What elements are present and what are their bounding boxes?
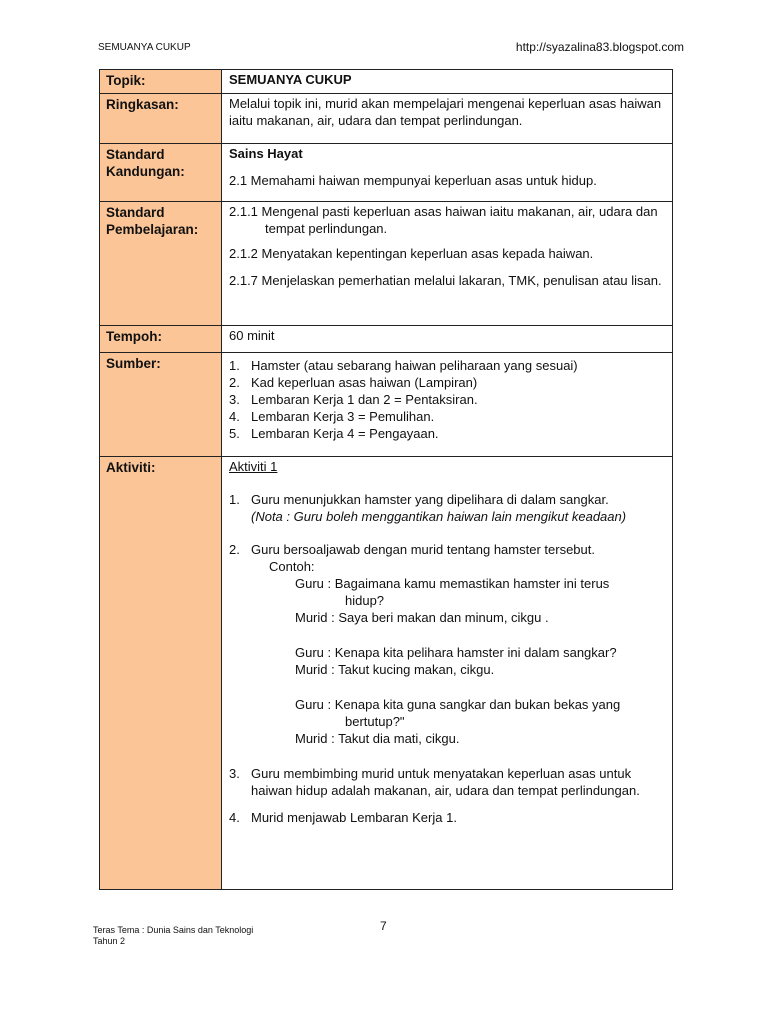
footer-line-1: Teras Tema : Dunia Sains dan Teknologi bbox=[93, 925, 254, 935]
row-standard-pembelajaran bbox=[100, 202, 673, 326]
row-topik bbox=[100, 70, 673, 94]
step-number: 3. bbox=[229, 766, 240, 781]
label-sp-line2: Pembelajaran: bbox=[106, 222, 199, 237]
dialog-block-1 bbox=[229, 575, 665, 626]
step-number: 1. bbox=[229, 492, 240, 507]
list-text: Lembaran Kerja 3 = Pemulihan. bbox=[251, 409, 435, 424]
aktiviti-step-4 bbox=[229, 809, 665, 826]
header-left-title: SEMUANYA CUKUP bbox=[98, 42, 191, 53]
label-ringkasan: Ringkasan: bbox=[100, 94, 222, 144]
step-text: Guru menunjukkan hamster yang dipelihara di dalam sangkar. bbox=[251, 492, 609, 507]
list-text: Lembaran Kerja 1 dan 2 = Pentaksiran. bbox=[251, 392, 478, 407]
label-sumber: Sumber: bbox=[100, 353, 222, 457]
lesson-plan-table bbox=[99, 69, 673, 890]
list-item bbox=[229, 408, 665, 425]
aktiviti-step-2 bbox=[229, 541, 665, 558]
list-item bbox=[229, 374, 665, 391]
step-text: Guru membimbing murid untuk menyatakan keperluan asas untuk haiwan hidup adalah makanan, air, udara dan tempat perlindungan. bbox=[251, 766, 640, 798]
aktiviti-step-3 bbox=[229, 765, 665, 799]
dialog-guru-cont: bertutup?" bbox=[345, 714, 405, 729]
dialog-block-3 bbox=[229, 696, 665, 747]
label-standard-pembelajaran bbox=[100, 202, 222, 326]
sp-item-2: 2.1.2 Menyatakan kepentingan keperluan asas kepada haiwan. bbox=[229, 246, 594, 261]
row-ringkasan bbox=[100, 94, 673, 144]
sumber-list bbox=[229, 357, 665, 442]
label-standard-kandungan bbox=[100, 144, 222, 202]
dialog-murid: Murid : Takut kucing makan, cikgu. bbox=[295, 662, 495, 677]
list-text: Hamster (atau sebarang haiwan peliharaan yang sesuai) bbox=[251, 358, 578, 373]
row-aktiviti bbox=[100, 457, 673, 890]
sp-item-1: 2.1.1 Mengenal pasti keperluan asas haiwan iaitu makanan, air, udara dan tempat perlindungan. bbox=[229, 204, 658, 236]
list-number: 4. bbox=[229, 409, 240, 424]
label-sp-line1: Standard bbox=[106, 205, 165, 220]
aktiviti-step-1 bbox=[229, 491, 665, 508]
footer-theme bbox=[93, 925, 253, 947]
label-tempoh: Tempoh: bbox=[100, 326, 222, 353]
list-number: 3. bbox=[229, 392, 240, 407]
row-tempoh bbox=[100, 326, 673, 353]
value-standard-pembelajaran bbox=[222, 202, 673, 326]
list-text: Kad keperluan asas haiwan (Lampiran) bbox=[251, 375, 478, 390]
label-aktiviti: Aktiviti: bbox=[100, 457, 222, 890]
value-sumber bbox=[222, 353, 673, 457]
value-ringkasan: Melalui topik ini, murid akan mempelajari mengenai keperluan asas haiwan iaitu makanan, air, udara dan tempat perlindungan. bbox=[222, 94, 673, 144]
sk-title: Sains Hayat bbox=[229, 146, 303, 161]
aktiviti-heading: Aktiviti 1 bbox=[229, 459, 278, 474]
dialog-murid: Murid : Takut dia mati, cikgu. bbox=[295, 731, 460, 746]
dialog-guru: Guru : Kenapa kita guna sangkar dan bukan bekas yang bbox=[295, 697, 621, 712]
label-topik: Topik: bbox=[100, 70, 222, 94]
step-number: 4. bbox=[229, 810, 240, 825]
step-number: 2. bbox=[229, 542, 240, 557]
list-text: Lembaran Kerja 4 = Pengayaan. bbox=[251, 426, 439, 441]
value-topik: SEMUANYA CUKUP bbox=[222, 70, 673, 94]
list-item bbox=[229, 391, 665, 408]
step-text: Murid menjawab Lembaran Kerja 1. bbox=[251, 810, 457, 825]
contoh-label: Contoh: bbox=[269, 559, 315, 574]
step-text: Guru bersoaljawab dengan murid tentang hamster tersebut. bbox=[251, 542, 595, 557]
sp-item-3: 2.1.7 Menjelaskan pemerhatian melalui lakaran, TMK, penulisan atau lisan. bbox=[229, 273, 662, 288]
label-sk-line1: Standard bbox=[106, 147, 165, 162]
list-number: 1. bbox=[229, 358, 240, 373]
row-sumber bbox=[100, 353, 673, 457]
list-number: 5. bbox=[229, 426, 240, 441]
dialog-guru-cont: hidup? bbox=[345, 593, 385, 608]
dialog-guru: Guru : Kenapa kita pelihara hamster ini dalam sangkar? bbox=[295, 645, 617, 660]
value-aktiviti bbox=[222, 457, 673, 890]
row-standard-kandungan bbox=[100, 144, 673, 202]
sk-text: 2.1 Memahami haiwan mempunyai keperluan asas untuk hidup. bbox=[229, 173, 597, 188]
header-url[interactable]: http://syazalina83.blogspot.com bbox=[515, 40, 684, 54]
list-item bbox=[229, 357, 665, 374]
dialog-guru: Guru : Bagaimana kamu memastikan hamster ini terus bbox=[295, 576, 610, 591]
label-sk-line2: Kandungan: bbox=[106, 164, 185, 179]
list-item bbox=[229, 425, 665, 442]
footer-line-2: Tahun 2 bbox=[93, 936, 126, 946]
page-number: 7 bbox=[380, 919, 387, 933]
list-number: 2. bbox=[229, 375, 240, 390]
value-tempoh: 60 minit bbox=[222, 326, 673, 353]
dialog-block-2 bbox=[229, 644, 665, 678]
aktiviti-note: (Nota : Guru boleh menggantikan haiwan lain mengikut keadaan) bbox=[251, 509, 627, 524]
value-standard-kandungan bbox=[222, 144, 673, 202]
dialog-murid: Murid : Saya beri makan dan minum, cikgu . bbox=[295, 610, 549, 625]
